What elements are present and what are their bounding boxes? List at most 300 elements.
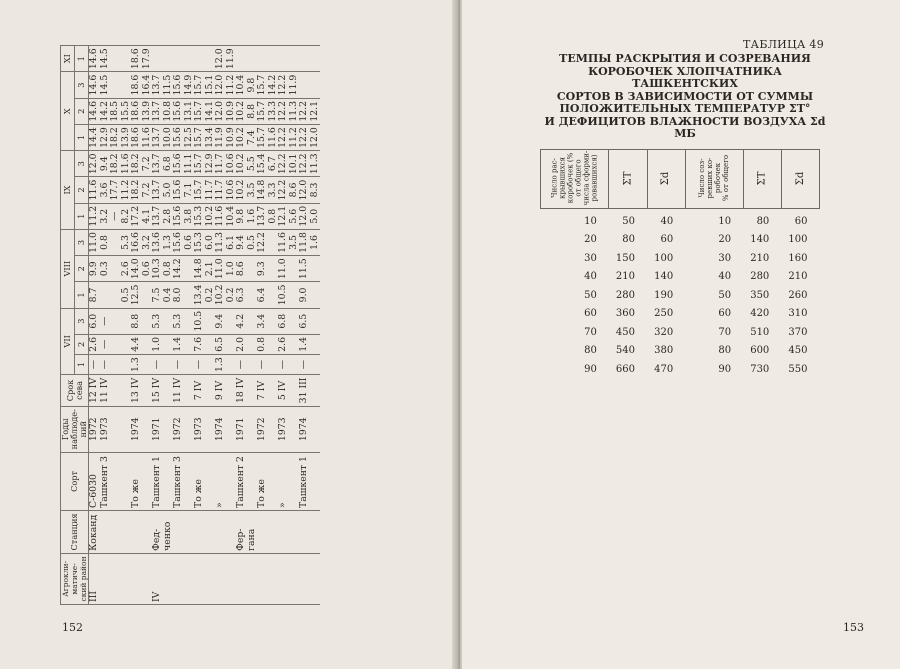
- cell-value: 40: [584, 271, 597, 282]
- cell-sowing: 15 IV: [152, 375, 173, 406]
- header-station: Станция: [61, 510, 89, 553]
- cell-value: 350: [750, 289, 770, 301]
- table-row: [257, 46, 278, 605]
- cell-sowing: 31 III: [299, 375, 320, 406]
- cell-value: 11.7 10.6: [215, 151, 236, 177]
- column-header: ΣT: [743, 149, 781, 208]
- title-line: И ДЕФИЦИТОВ ВЛАЖНОСТИ ВОЗДУХА Σd МБ: [544, 114, 826, 140]
- cell-value: 1.4: [299, 334, 320, 354]
- table-title: [540, 53, 830, 141]
- cell-value: 15.6 12.5: [173, 124, 194, 150]
- column-header: Σd: [781, 149, 819, 208]
- cell-value: 15.7 11.6: [257, 124, 278, 150]
- decade-header: 1: [75, 124, 89, 150]
- cell-sowing: 5 IV: [278, 375, 299, 406]
- cell-station: [299, 510, 320, 553]
- cell-value: 40: [660, 215, 674, 227]
- table-row: [89, 46, 100, 605]
- cell-value: 50: [718, 289, 732, 301]
- cell-value: 660: [615, 363, 636, 375]
- cell-value: 12.0 11.9: [215, 46, 236, 72]
- cell-value: 90: [718, 363, 732, 375]
- cell-year: 1974: [131, 406, 152, 452]
- cell-value: 540: [615, 345, 636, 356]
- cell-sowing: 18 IV: [236, 375, 257, 406]
- cell-region: IV: [152, 553, 173, 604]
- cell-value: 11.0 1.0: [215, 256, 236, 282]
- cell-value: 13.7 6.8: [152, 151, 173, 177]
- cell-value: 190: [654, 289, 674, 301]
- table-row: [299, 46, 320, 605]
- cell-sowing: 13 IV: [131, 375, 152, 406]
- cell-region: [257, 553, 278, 604]
- title-line: СОРТОВ В ЗАВИСИМОСТИ ОТ СУММЫ: [556, 89, 814, 103]
- header-month-x: X: [61, 72, 75, 151]
- cell-value: 13.7 10.0: [152, 124, 173, 150]
- cell-value: 10.5: [278, 282, 299, 308]
- cell-value: 80: [584, 345, 597, 356]
- cell-value: 3.2 —: [100, 203, 121, 229]
- cell-value: 12.2 12.0: [299, 124, 320, 150]
- cell-sowing: 11 IV: [100, 375, 121, 406]
- column-header: Число соз- ревших ко- робочек % от общего: [685, 149, 743, 208]
- cell-value: 10.5: [194, 308, 215, 334]
- cell-value: 14.8 2.1: [194, 256, 215, 282]
- cell-value: 140: [750, 234, 770, 245]
- cell-value: [299, 72, 320, 98]
- cell-value: 100: [788, 234, 808, 245]
- cell-variety: Ташкент 2: [236, 452, 257, 510]
- table-row: [541, 250, 820, 269]
- cell-value: 9.4 18.2: [100, 151, 121, 177]
- cell-value: 210: [750, 252, 770, 264]
- cell-value: 210: [615, 271, 636, 282]
- cell-value: 9.4: [215, 308, 236, 334]
- decade-header: 3: [75, 308, 89, 334]
- cell-value: 80: [718, 345, 732, 356]
- cell-value: 15.6 13.1: [173, 98, 194, 124]
- cell-year: 1971: [152, 406, 173, 452]
- cell-value: 15.4 6.7: [257, 151, 278, 177]
- cell-value: 12.2: [257, 229, 278, 255]
- cell-value: 11.8 1.6: [299, 229, 320, 255]
- cell-value: 12.9 18.2: [100, 124, 121, 150]
- cell-region: [236, 553, 257, 604]
- cell-value: 15.7 11.7: [194, 177, 215, 203]
- decade-header: 3: [75, 229, 89, 255]
- cell-region: [299, 553, 320, 604]
- table-row: [541, 287, 820, 306]
- cell-value: 80: [756, 215, 770, 227]
- table-row: [194, 46, 215, 605]
- cell-value: 13.7 5.0: [152, 177, 173, 203]
- cell-value: 15.6 7.1: [173, 177, 194, 203]
- cell-value: 0.8: [100, 229, 121, 255]
- cell-variety: Ташкент 3: [100, 452, 121, 510]
- cell-value: 14.6: [89, 72, 100, 98]
- page-number-right: 153: [843, 621, 864, 634]
- cell-value: 9.9: [89, 256, 100, 282]
- cell-value: 11.6 10.4: [215, 203, 236, 229]
- decade-header: 3: [75, 151, 89, 177]
- cell-value: 450: [788, 345, 808, 356]
- table-row: [173, 46, 194, 605]
- cell-value: —: [100, 334, 121, 354]
- decade-header: 2: [75, 256, 89, 282]
- cell-value: 70: [584, 326, 597, 338]
- cell-value: 17.2 4.1: [131, 203, 152, 229]
- cell-value: 11.2: [121, 177, 132, 203]
- cell-value: 13.6 1.3: [152, 229, 173, 255]
- cell-value: —: [89, 355, 100, 375]
- cell-value: 18.2 7.2: [131, 151, 152, 177]
- cell-year: 1974: [299, 406, 320, 452]
- cell-value: 15.7 14.1: [194, 98, 215, 124]
- cell-value: 8.6: [236, 256, 257, 282]
- header-month-xi: XI: [61, 46, 75, 72]
- cell-station: [100, 510, 121, 553]
- cell-value: 15.6 11.1: [173, 151, 194, 177]
- cell-region: [131, 553, 152, 604]
- cell-value: 16.6 3.2: [131, 229, 152, 255]
- table-row: [236, 46, 257, 605]
- cell-value: 2.6: [278, 334, 299, 354]
- cell-value: 160: [788, 252, 808, 264]
- cell-value: 11.3 6.1: [215, 229, 236, 255]
- table-row: [131, 46, 152, 605]
- cell-year: 1974: [215, 406, 236, 452]
- cell-value: 13.7 11.5: [152, 72, 173, 98]
- cell-value: 15.7 13.4: [194, 124, 215, 150]
- cell-value: 100: [654, 252, 674, 264]
- cell-value: 30: [718, 252, 732, 264]
- cell-variety: Ташкент 1: [299, 452, 320, 510]
- cell-value: 260: [788, 289, 808, 301]
- cell-region: [215, 553, 236, 604]
- cell-value: 6.0: [89, 308, 100, 334]
- cell-value: 1.0: [152, 334, 173, 354]
- cell-value: 11.6: [121, 151, 132, 177]
- cell-station: [215, 510, 236, 553]
- cell-variety: То же: [257, 452, 278, 510]
- cell-value: 40: [718, 271, 732, 282]
- table-row: [215, 46, 236, 605]
- cell-value: 250: [654, 308, 674, 319]
- cell-value: 10.2 7.4: [236, 124, 257, 150]
- cell-value: 12.2 11.2: [278, 124, 299, 150]
- cell-value: 6.5: [215, 334, 236, 354]
- header-sowing: Срок сева: [61, 375, 89, 406]
- cell-value: 60: [718, 308, 732, 319]
- table-row: [541, 324, 820, 343]
- cell-variety: »: [215, 452, 236, 510]
- cell-value: 15.3 10.2: [194, 203, 215, 229]
- cell-value: 1.4: [173, 334, 194, 354]
- cell-value: 8.0: [173, 282, 194, 308]
- cell-value: 12.0 10.9: [215, 98, 236, 124]
- cell-sowing: 7 IV: [194, 375, 215, 406]
- cell-station: [194, 510, 215, 553]
- table-row: [541, 208, 820, 231]
- cell-value: 320: [654, 326, 674, 338]
- cell-value: 9.3: [257, 256, 278, 282]
- cell-region: [121, 553, 132, 604]
- maturation-table-body: [541, 208, 820, 379]
- cell-value: 0.3: [100, 256, 121, 282]
- cell-region: III: [89, 553, 100, 604]
- cell-year: 1973: [194, 406, 215, 452]
- decade-header: 2: [75, 98, 89, 124]
- table-row: [541, 231, 820, 250]
- cell-value: 11.9 10.9: [215, 124, 236, 150]
- cell-value: 11.7 10.6: [215, 177, 236, 203]
- maturation-table-header: [541, 149, 820, 208]
- cell-value: 7.6: [194, 334, 215, 354]
- cell-value: 2.0: [236, 334, 257, 354]
- cell-station: [131, 510, 152, 553]
- cell-value: 4.2: [236, 308, 257, 334]
- cell-value: 11.2: [89, 203, 100, 229]
- cell-value: 13.7 0.8: [257, 203, 278, 229]
- cell-value: 10.4 9.8: [236, 72, 257, 98]
- cell-value: 3.6 17.7: [100, 177, 121, 203]
- cell-year: 1973: [100, 406, 121, 452]
- title-line: ПОЛОЖИТЕЛЬНЫХ ТЕМПЕРАТУР ΣT°: [559, 102, 811, 115]
- cell-value: 12.0 8.3: [299, 177, 320, 203]
- cell-value: 10.3 0.8: [152, 256, 173, 282]
- cell-value: 210: [788, 271, 808, 282]
- column-header: ΣT: [609, 149, 647, 208]
- cell-value: 150: [615, 252, 636, 264]
- observation-table: [60, 45, 320, 605]
- cell-value: 6.4: [257, 282, 278, 308]
- cell-variety: »: [278, 452, 299, 510]
- table-row: [541, 305, 820, 324]
- column-header: Число рас- крывшихся коробочек (% от общего числа сформи- ровавшихся): [541, 149, 609, 208]
- cell-value: 18.2 7.2: [131, 177, 152, 203]
- decade-header: 1: [75, 355, 89, 375]
- cell-value: 140: [654, 271, 674, 282]
- decade-header: 1: [75, 282, 89, 308]
- header-region: Агрокли- матиче- ский район: [61, 553, 89, 604]
- cell-value: 80: [622, 234, 636, 245]
- cell-year: 1971: [236, 406, 257, 452]
- cell-region: [278, 553, 299, 604]
- cell-value: [173, 46, 194, 72]
- observation-table-body: [89, 46, 321, 605]
- cell-value: 14.0 0.6: [131, 256, 152, 282]
- table-49: [540, 38, 830, 379]
- cell-value: 20: [718, 234, 732, 245]
- cell-value: 5.3: [173, 308, 194, 334]
- cell-value: 360: [615, 308, 636, 319]
- cell-value: 15.3 6.0: [194, 229, 215, 255]
- decade-header: 3: [75, 72, 89, 98]
- title-line: ТЕМПЫ РАСКРЫТИЯ И СОЗРЕВАНИЯ: [559, 52, 811, 65]
- cell-value: 0.8: [257, 334, 278, 354]
- column-header: Σd: [647, 149, 685, 208]
- rotated-table: [60, 45, 430, 605]
- title-line: КОРОБОЧЕК ХЛОПЧАТНИКА ТАШКЕНТСКИХ: [588, 64, 782, 90]
- cell-value: 1.3: [215, 355, 236, 375]
- cell-value: 280: [615, 289, 636, 301]
- header-month-vii: VII: [61, 308, 75, 375]
- table-row: [541, 361, 820, 380]
- cell-value: 14.6: [89, 98, 100, 124]
- cell-value: 10.2 5.5: [236, 151, 257, 177]
- cell-value: 550: [788, 363, 808, 375]
- cell-value: 14.5: [100, 72, 121, 98]
- cell-value: 15.6 3.8: [173, 203, 194, 229]
- cell-value: 12.5: [131, 282, 152, 308]
- cell-sowing: 7 IV: [257, 375, 278, 406]
- cell-value: 20: [584, 234, 597, 245]
- cell-value: 15.6 14.9: [173, 72, 194, 98]
- cell-region: [173, 553, 194, 604]
- cell-value: 370: [788, 326, 808, 338]
- table-row: [278, 46, 299, 605]
- decade-header: 2: [75, 177, 89, 203]
- cell-station: Фер- гана: [236, 510, 257, 553]
- cell-value: 5.3: [121, 229, 132, 255]
- cell-value: 15.7 13.3: [257, 98, 278, 124]
- cell-value: 15.6 0.6: [173, 229, 194, 255]
- cell-value: 470: [654, 363, 674, 375]
- cell-value: 10: [584, 215, 597, 227]
- cell-value: —: [152, 355, 173, 375]
- cell-value: 12.0: [89, 151, 100, 177]
- cell-value: 18.6 17.9: [131, 46, 152, 72]
- cell-station: [278, 510, 299, 553]
- cell-value: [100, 282, 121, 308]
- cell-value: 5.3: [152, 308, 173, 334]
- table-row: [541, 268, 820, 287]
- cell-value: 50: [622, 215, 636, 227]
- cell-value: 15.7 14.2: [257, 72, 278, 98]
- cell-variety: Ташкент 1: [152, 452, 173, 510]
- cell-value: 11.0: [278, 256, 299, 282]
- cell-sowing: 12 IV: [89, 375, 100, 406]
- cell-value: 11.0: [89, 229, 100, 255]
- cell-year: 1972: [257, 406, 278, 452]
- table-number: ТАБЛИЦА 49: [743, 38, 824, 51]
- cell-variety: С-6030: [89, 452, 100, 510]
- cell-value: 15.7 12.9: [194, 151, 215, 177]
- cell-value: 3.4: [257, 308, 278, 334]
- cell-value: 8.2: [121, 203, 132, 229]
- cell-value: 14.2: [173, 256, 194, 282]
- cell-value: 6.5: [299, 308, 320, 334]
- cell-variety: Ташкент 3: [173, 452, 194, 510]
- decade-header: 1: [75, 46, 89, 72]
- cell-value: [299, 46, 320, 72]
- cell-station: [121, 510, 132, 553]
- cell-station: [173, 510, 194, 553]
- cell-value: 2.6: [121, 256, 132, 282]
- cell-value: 7.5 0.4: [152, 282, 173, 308]
- cell-value: 0.5: [121, 282, 132, 308]
- cell-value: 10.2 0.2: [215, 282, 236, 308]
- cell-value: 50: [584, 289, 597, 301]
- header-years: Годы наблюде- ний: [61, 406, 89, 452]
- cell-year: 1973: [278, 406, 299, 452]
- cell-station: Фед- ченко: [152, 510, 173, 553]
- cell-value: 18.6 16.4: [131, 72, 152, 98]
- cell-value: 10.2 8.8: [236, 98, 257, 124]
- cell-value: 8.8: [131, 308, 152, 334]
- cell-value: 11.6 3.5: [278, 229, 299, 255]
- cell-sowing: 11 IV: [173, 375, 194, 406]
- header-month-viii: VIII: [61, 229, 75, 308]
- cell-variety: То же: [131, 452, 152, 510]
- cell-value: 4.4: [131, 334, 152, 354]
- cell-value: 14.4: [89, 124, 100, 150]
- cell-value: 9.0: [299, 282, 320, 308]
- cell-year: 1972: [89, 406, 100, 452]
- cell-value: 14.6: [89, 46, 100, 72]
- cell-value: 13.7 2.8: [152, 203, 173, 229]
- cell-value: 12.2 11.9: [278, 72, 299, 98]
- cell-value: 14.5: [100, 46, 121, 72]
- cell-value: 11.5: [299, 256, 320, 282]
- cell-value: 600: [750, 345, 770, 356]
- decade-header: 2: [75, 334, 89, 354]
- cell-value: 8.7: [89, 282, 100, 308]
- cell-value: 6.8: [278, 308, 299, 334]
- cell-value: 60: [794, 215, 808, 227]
- cell-value: 2.6: [89, 334, 100, 354]
- cell-value: 10: [718, 215, 732, 227]
- cell-value: 1.3: [131, 355, 152, 375]
- decade-header: 1: [75, 203, 89, 229]
- cell-value: 510: [750, 326, 770, 338]
- cell-value: 70: [718, 326, 732, 338]
- cell-value: 12.0 11.2: [215, 72, 236, 98]
- cell-value: 60: [660, 234, 674, 245]
- cell-value: 12.2 12.1: [299, 98, 320, 124]
- cell-value: 420: [750, 308, 770, 319]
- cell-value: 18.6 13.9: [131, 98, 152, 124]
- cell-value: 60: [584, 308, 597, 319]
- cell-variety: То же: [194, 452, 215, 510]
- cell-value: 12.1 5.6: [278, 203, 299, 229]
- cell-station: [257, 510, 278, 553]
- cell-value: 730: [750, 363, 770, 375]
- cell-value: [257, 46, 278, 72]
- cell-value: 15.7 15.1: [194, 72, 215, 98]
- cell-value: 6.3: [236, 282, 257, 308]
- table-row: [541, 342, 820, 361]
- maturation-table: [540, 149, 820, 380]
- cell-value: 450: [615, 326, 636, 338]
- cell-value: —: [100, 355, 121, 375]
- cell-value: 15.5: [121, 98, 132, 124]
- cell-sowing: 9 IV: [215, 375, 236, 406]
- cell-value: —: [236, 355, 257, 375]
- cell-region: [100, 553, 121, 604]
- table-row: [152, 46, 173, 605]
- cell-value: 11.6: [89, 177, 100, 203]
- cell-value: 380: [654, 345, 674, 356]
- table-row: [100, 46, 121, 605]
- cell-value: 13.4 0.2: [194, 282, 215, 308]
- cell-value: —: [173, 355, 194, 375]
- cell-value: 30: [584, 252, 597, 264]
- cell-value: 12.2 8.6: [278, 177, 299, 203]
- cell-value: —: [299, 355, 320, 375]
- cell-value: 12.0 5.0: [299, 203, 320, 229]
- cell-value: —: [257, 355, 278, 375]
